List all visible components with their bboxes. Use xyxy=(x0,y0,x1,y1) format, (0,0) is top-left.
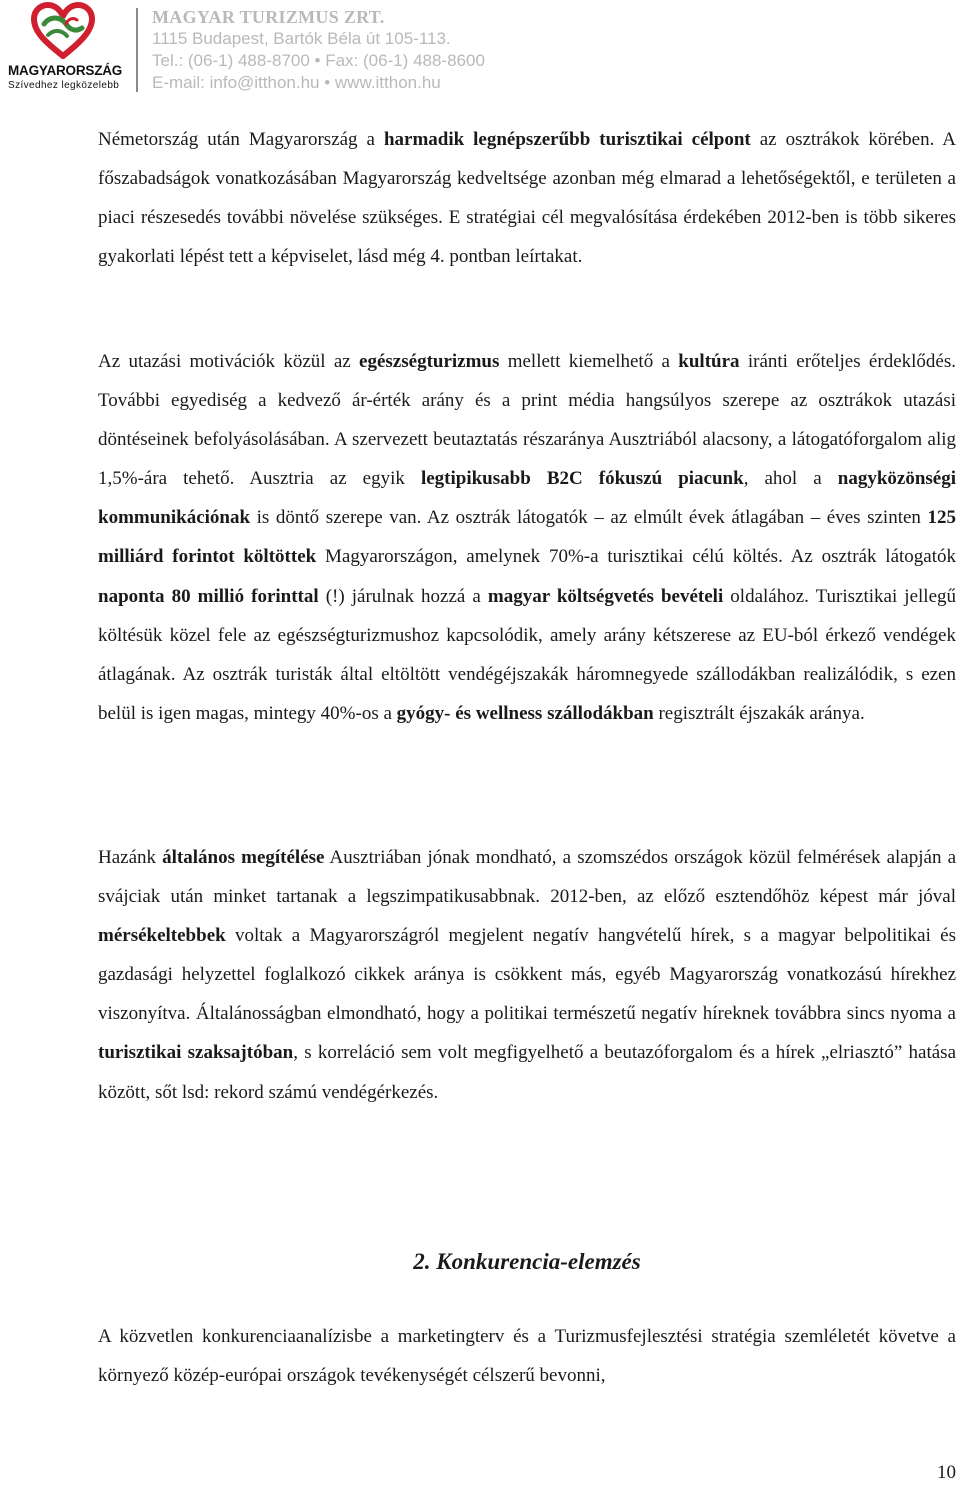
highlight-health-tourism: egészségturizmus xyxy=(359,351,500,372)
highlight-public-communication: nagyközönségi kommunikációnak xyxy=(98,468,956,529)
logo-wordmark: MAGYARORSZÁG xyxy=(8,63,123,78)
highlight-more-moderate: mérsékeltebbek xyxy=(98,925,226,947)
highlight-b2c-market: legtipikusabb B2C fókuszú piacunk xyxy=(420,468,744,490)
company-details xyxy=(152,6,672,94)
highlight-general-perception: általános megítélése xyxy=(162,847,325,868)
highlight-culture: kultúra xyxy=(678,351,740,372)
paragraph-2: Az utazási motivációk közül az egészségturizmus mellett kiemelhető a kultúra iránti erőteljes érdeklődés. További egyediség a kedvező ár-érték arány és a print média hangsúlyos szerepe az osztrákok utazási döntéseinek befolyásolásában. A szervezett beutaztatás részaránya Ausztriából alacsony, a látogatóforgalom alig 1,5%-ára tehető. Ausztria az egyik legtipikusabb B2C fókuszú piacunk, ahol a nagyközönségi kommunikációnak is döntő szerepe van. Az osztrák látogatók – az elmúlt évek átlagában – éves szinten 125 milliárd forintot költöttek Magyarországon, amelynek 70%-a turisztikai célú költés. Az osztrák látogatók naponta 80 millió forinttal (!) járulnak hozzá a magyar költségvetés bevételi oldalához. Turisztikai jellegű költésük közel fele az egészségturizmushoz kapcsolódik, amely arány kétszerese az EU-ból érkező vendégek átlagának. Az osztrák turisták által eltöltött vendégéjszakák háromnegyede szállodákban realizálódik, s ezen belül is igen magas, mintegy 40%-os a gyógy- és wellness szállodákban regisztrált éjszakák aránya. xyxy=(98,351,957,724)
paragraph-3: Hazánk általános megítélése Ausztriában jónak mondható, a szomszédos országok közül felmérések alapján a svájciak után minket tartanak a legszimpatikusabbnak. 2012-ben, az előző esztendőhöz képest már jóval mérsékeltebbek voltak a Magyarországról megjelent negatív hangvételű hírek, s a magyar belpolitikai és gazdasági helyzettel foglalkozó cikkek aránya is csökkent más, egyéb Magyarország vonatkozású hírekhez viszonyítva. Általánosságban elmondható, hogy a politikai természetű negatív híreknek továbbra sincs nyoma a turisztikai szaksajtóban, s korreláció sem volt megfigyelhető a beutazóforgalom és a hírek „elriasztó” hatása között, sőt lsd: rekord számú vendégérkezés. xyxy=(98,847,957,1103)
heart-ribbon-logo-icon xyxy=(30,2,96,60)
letterhead xyxy=(0,0,960,100)
company-name: MAGYAR TURIZMUS ZRT. xyxy=(152,7,385,27)
highlight-third-most-popular: harmadik legnépszerűbb turisztikai célpont xyxy=(383,129,751,150)
magyarorszag-logo xyxy=(8,0,123,96)
highlight-80-million-daily: naponta 80 millió forinttal xyxy=(98,585,319,607)
section-heading: 2. Konkurencia-elemzés xyxy=(413,1249,641,1274)
header-divider xyxy=(136,8,138,92)
page-number: 10 xyxy=(937,1462,956,1483)
paragraph-4: A közvetlen konkurenciaanalízisbe a marketingterv és a Turizmusfejlesztési stratégia szemléletét követve a környező közép-európai országok tevékenységét célszerű bevonni, xyxy=(98,1326,956,1387)
highlight-budget-revenue: magyar költségvetés bevételi xyxy=(487,585,724,607)
company-phone-fax: Tel.: (06-1) 488-8700 • Fax: (06-1) 488-8600 xyxy=(152,51,485,70)
highlight-tourism-press: turisztikai szaksajtóban xyxy=(98,1042,294,1064)
logo-tagline: Szívedhez legközelebb xyxy=(8,80,120,91)
company-email-web: E-mail: info@itthon.hu • www.itthon.hu xyxy=(152,73,441,92)
paragraph-1: Németország után Magyarország a harmadik legnépszerűbb turisztikai célpont az osztrákok körében. A főszabadságok vonatkozásában Magyarország kedveltsége azonban még elmarad a lehetőségektől, e területen a piaci részesedés további növelése szükséges. E stratégiai cél megvalósítása érdekében 2012-ben is több sikeres gyakorlati lépést tett a képviselet, lásd még 4. pontban leírtakat. xyxy=(98,129,956,268)
company-address: 1115 Budapest, Bartók Béla út 105-113. xyxy=(152,29,451,48)
highlight-125-billion: 125 milliárd forintot költöttek xyxy=(98,507,956,568)
highlight-spa-wellness-hotels: gyógy- és wellness szállodákban xyxy=(396,702,654,724)
